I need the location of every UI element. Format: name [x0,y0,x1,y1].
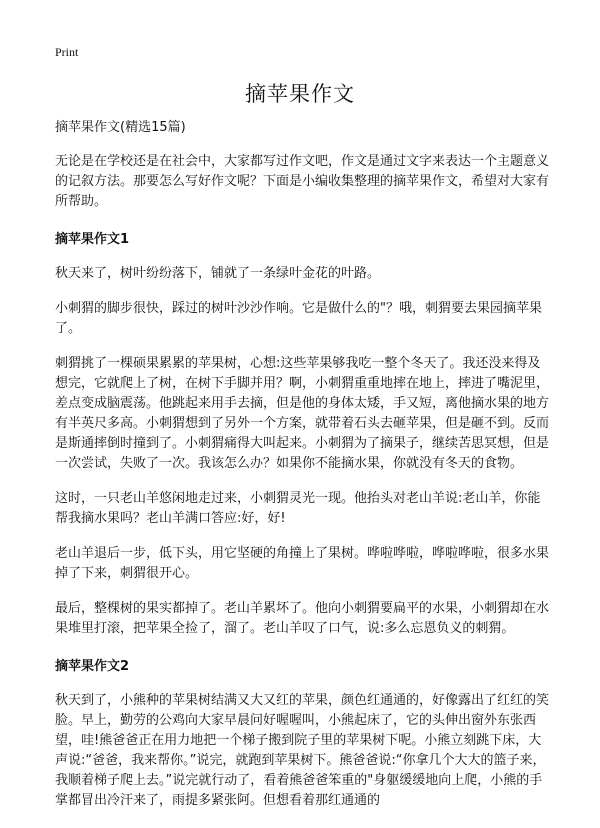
section-1-paragraph: 刺猬挑了一棵硕果累累的苹果树，心想:这些苹果够我吃一整个冬天了。我还没来得及想完，它就爬上了树，在树下手脚并用？啊，小刺猬重重地摔在地上，摔进了嘴泥里，差点变成脑震荡。他跳起来用手去摘，但是他的身体太矮，手又短，离他摘水果的地方有半英尺多高。小刺猬想到了另外一个方案，就带着石头去砸苹果，但是砸不到。反而是斯通摔倒时撞到了。小刺猬痛得大叫起来。小刺猬为了摘果子，继续苦思冥想，但是一次尝试，失败了一次。我该怎么办？如果你不能摘水果，你就没有冬天的食物。 [55,356,550,471]
section-1-paragraph: 这时，一只老山羊悠闲地走过来，小刺猬灵光一现。他抬头对老山羊说:老山羊，你能帮我摘水果吗？老山羊满口答应:好，好! [55,491,541,526]
article-body [55,118,550,826]
intro-paragraph: 无论是在学校还是在社会中，大家都写过作文吧，作文是通过文字来表达一个主题意义的记叙方法。那要怎么写好作文呢？下面是小编收集整理的摘苹果作文，希望对大家有所帮助。 [55,154,550,209]
print-label[interactable]: Print [55,45,79,59]
page-title: 摘苹果作文 [245,82,355,106]
section-1-paragraph: 小刺猬的脚步很快，踩过的树叶沙沙作响。它是做什么的"？哦，刺猬要去果园摘苹果了。 [55,301,542,336]
section-1-paragraph: 最后，整棵树的果实都掉了。老山羊累坏了。他向小刺猬要扁平的水果，小刺猬却在水果堆里打滚，把苹果全捡了，溜了。老山羊叹了口气，说:多么忘恩负义的刺猬。 [55,601,550,636]
article-subtitle: 摘苹果作文(精选15篇) [55,120,186,135]
section-2-paragraph: 秋天到了，小熊种的苹果树结满又大又红的苹果，颜色红通通的，好像露出了红红的笑脸。早上，勤劳的公鸡向大家早晨问好喔喔叫，小熊起床了，它的头伸出窗外东张西望，哇!熊爸爸正在用力地把一个梯子搬到院子里的苹果树下呢。小熊立刻跳下床，大声说:“爸爸，我来帮你。”说完，就跑到苹果树下。熊爸爸说:“你拿几个大大的篮子来，我顺着梯子爬上去。”说完就行动了，看着熊爸爸笨重的"身躯缓缓地向上爬，小熊的手掌都冒出冷汗来了，雨提多紧张阿。但想看着那红通通的 [55,693,550,808]
section-1-paragraph: 老山羊退后一步，低下头，用它坚硬的角撞上了果树。哗啦哗啦，哗啦哗啦，很多水果掉了下来，刺猬很开心。 [55,546,550,581]
section-heading-2: 摘苹果作文2 [55,659,130,674]
section-heading-1: 摘苹果作文1 [55,232,130,247]
section-1-paragraph: 秋天来了，树叶纷纷落下，铺就了一条绿叶金花的叶路。 [55,266,381,281]
